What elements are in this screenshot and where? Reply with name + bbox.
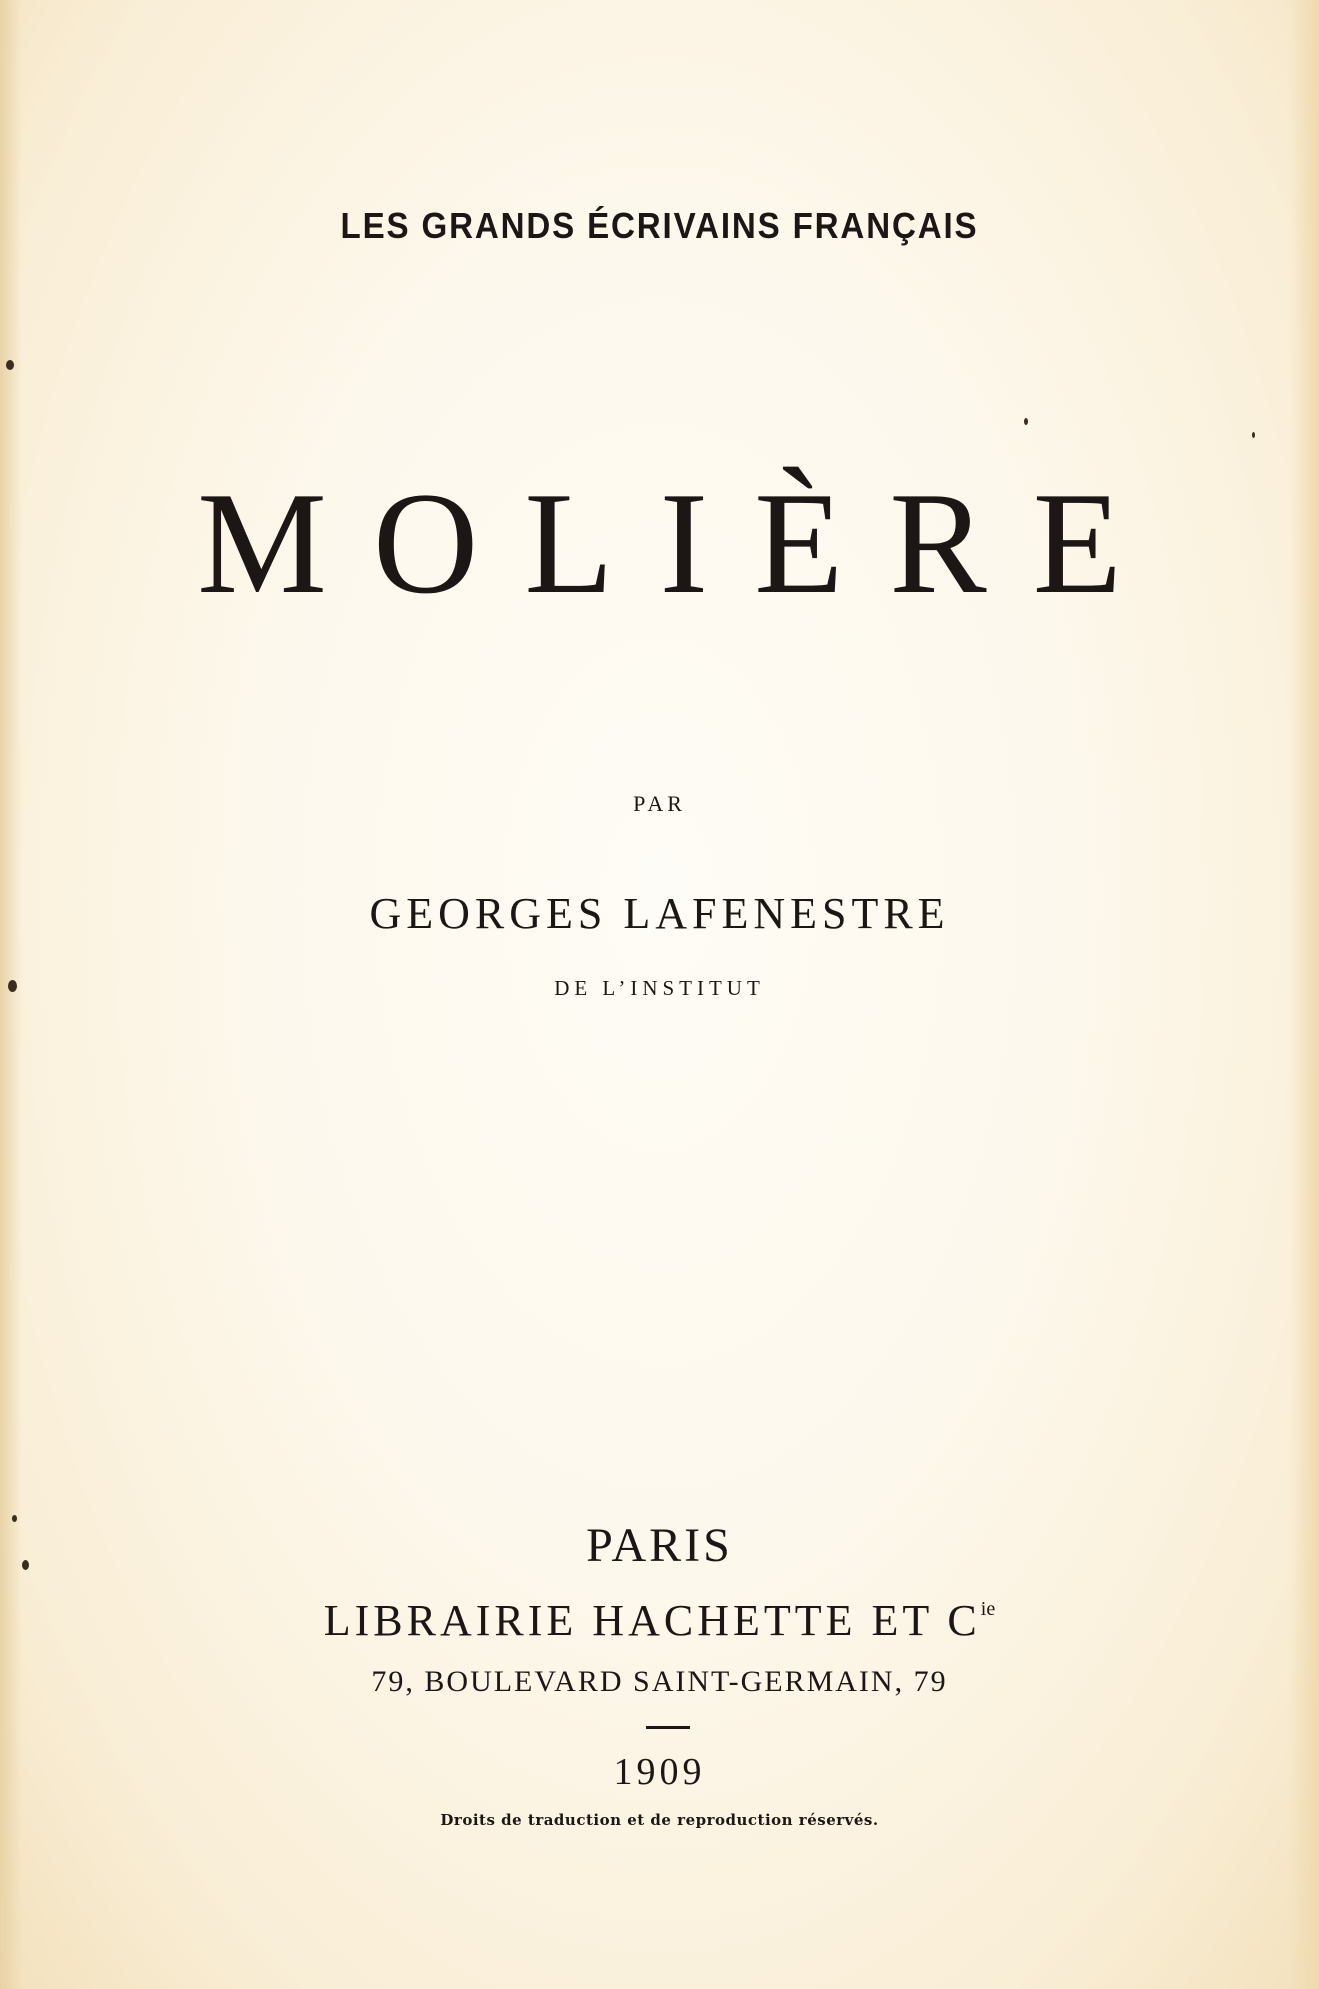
series-title: LES GRANDS ÉCRIVAINS FRANÇAIS — [340, 205, 979, 246]
book-title: MOLIÈRE — [197, 462, 1168, 624]
paper-speck — [1252, 432, 1255, 438]
publisher-name-text: LIBRAIRIE HACHETTE ET C — [323, 1596, 981, 1645]
publisher-name — [0, 1595, 1319, 1646]
publisher-address: 79, BOULEVARD SAINT-GERMAIN, 79 — [371, 1665, 948, 1698]
rights-notice: Droits de traduction et de reproduction réservés. — [440, 1811, 879, 1829]
publication-year: 1909 — [613, 1751, 706, 1793]
divider-rule — [646, 1726, 690, 1729]
paper-speck — [6, 360, 14, 370]
author-name: GEORGES LAFENESTRE — [369, 889, 950, 938]
paper-speck — [8, 980, 17, 992]
publisher-city: PARIS — [586, 1519, 733, 1572]
paper-speck — [22, 1560, 29, 1570]
paper-speck — [1024, 418, 1028, 425]
author-affiliation: DE L’INSTITUT — [554, 976, 765, 1000]
by-label: PAR — [633, 791, 686, 816]
publisher-suffix: ie — [980, 1598, 996, 1620]
paper-speck — [12, 1515, 17, 1522]
